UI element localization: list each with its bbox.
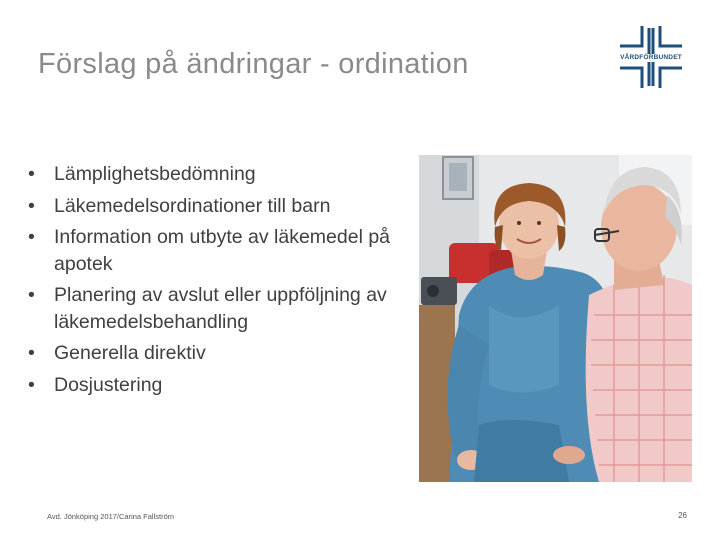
bullet-list: [28, 161, 408, 403]
bullet-item: • Lämplighetsbedömning: [28, 161, 408, 188]
bullet-item: • Planering av avslut eller uppföljning av läkemedelsbehandling: [28, 282, 408, 335]
bullet-item: • Läkemedelsordinationer till barn: [28, 193, 408, 220]
bullet-item: • Dosjustering: [28, 372, 408, 399]
vardforbundet-logo: [618, 24, 684, 90]
photo-nurse-patient: [419, 155, 692, 482]
bullet-item: • Generella direktiv: [28, 340, 408, 367]
logo-text: VÅRDFÖRBUNDET: [618, 54, 684, 62]
footer-text: Avd. Jönköping 2017/Carina Fallström: [47, 512, 175, 521]
bullet-item: • Information om utbyte av läkemedel på apotek: [28, 224, 408, 277]
page-number: 26: [678, 511, 687, 520]
slide-title: Förslag på ändringar - ordination: [38, 48, 469, 80]
